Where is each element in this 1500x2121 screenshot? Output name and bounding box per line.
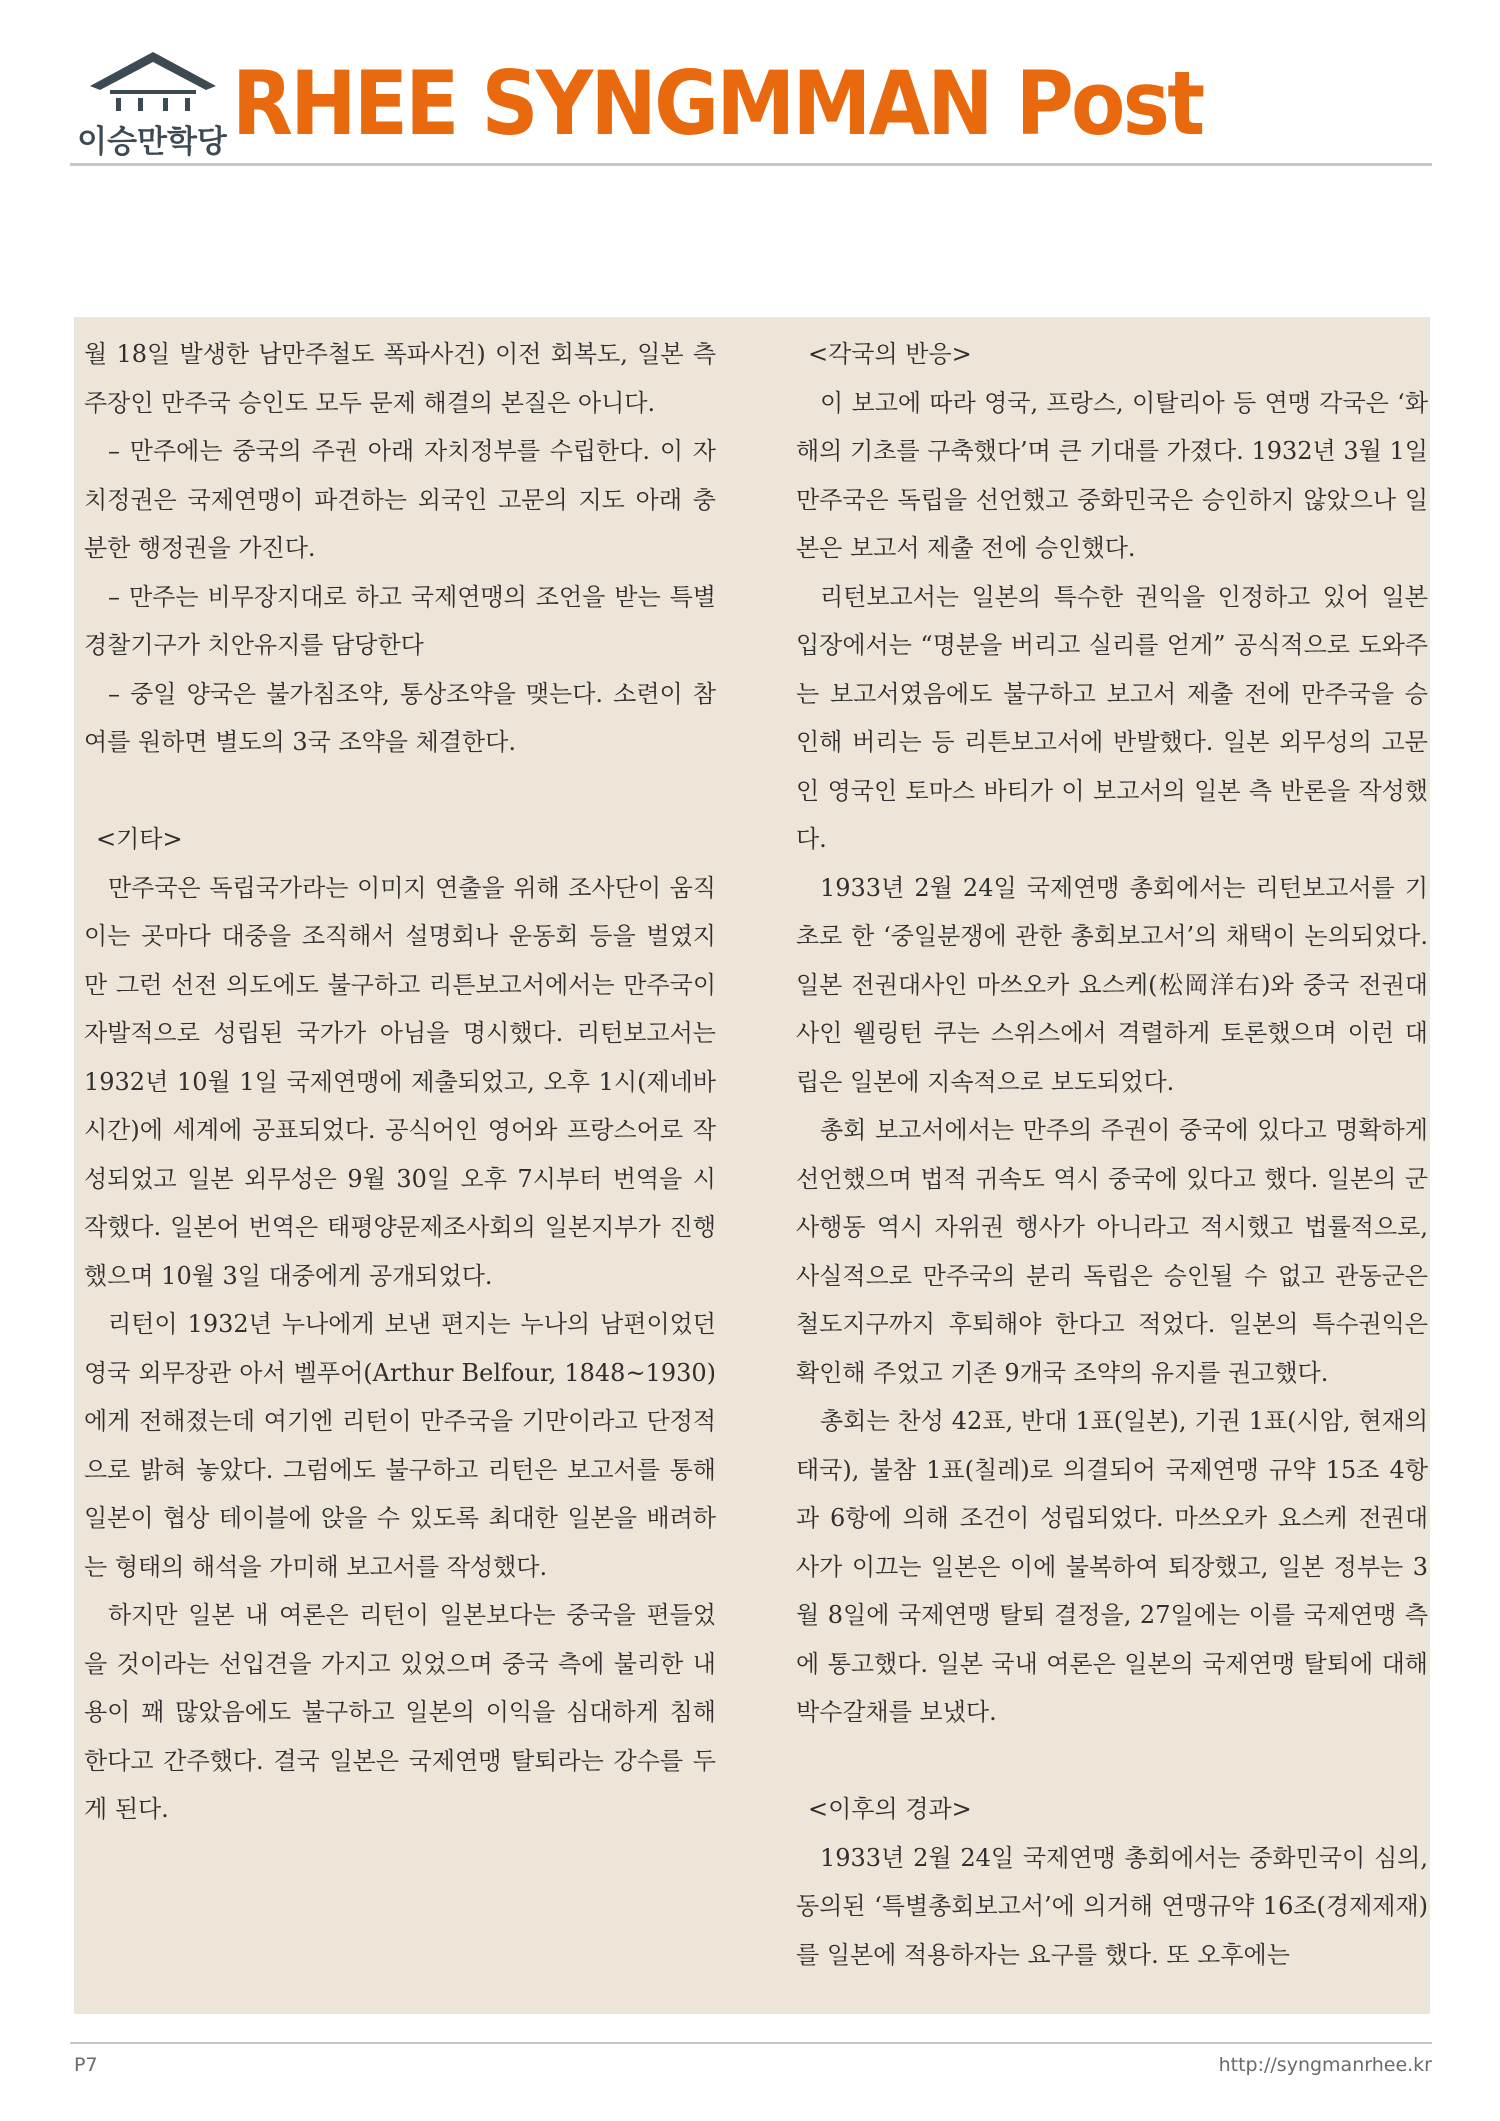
page-number: P7 <box>74 2054 98 2076</box>
paragraph-spacer <box>84 767 716 816</box>
header-divider <box>70 163 1432 166</box>
paragraph-spacer <box>796 1737 1428 1786</box>
paragraph: 만주국은 독립국가라는 이미지 연출을 위해 조사단이 움직이는 곳마다 대중을 조직해서 설명회나 운동회 등을 벌였지만 그런 선전 의도에도 불구하고 리튼보고서에서는 만주국이 자발적으로 성립된 국가가 아님을 명시했다. 리턴보고서는 1932년 10월 1일 국제연맹에 제출되었고, 오후 1시(제네바 시간)에 세계에 공표되었다. 공식어인 영어와 프랑스어로 작성되었고 일본 외무성은 9월 30일 오후 7시부터 번역을 시작했다. 일본어 번역은 태평양문제조사회의 일본지부가 진행했으며 10월 3일 대중에게 공개되었다. <box>84 873 716 1290</box>
list-item: – 중일 양국은 불가침조약, 통상조약을 맺는다. 소련이 참여를 원하면 별도의 3국 조약을 체결한다. <box>84 679 716 756</box>
paragraph: 리턴보고서는 일본의 특수한 권익을 인정하고 있어 일본 입장에서는 “명분을 버리고 실리를 얻게” 공식적으로 도와주는 보고서였음에도 불구하고 보고서 제출 전에 만주국을 승인해 버리는 등 리튼보고서에 반발했다. 일본 외무성의 고문인 영국인 토마스 바티가 이 보고서의 일본 측 반론을 작성했다. <box>796 582 1428 853</box>
paragraph: 리턴이 1932년 누나에게 보낸 편지는 누나의 남편이었던 영국 외무장관 아서 벨푸어(Arthur Belfour, 1848~1930)에게 전해졌는데 여기엔 리턴이 만주국을 기만이라고 단정적으로 밝혀 놓았다. 그럼에도 불구하고 리턴은 보고서를 통해 일본이 협상 테이블에 앉을 수 있도록 최대한 일본을 배려하는 형태의 해석을 가미해 보고서를 작성했다. <box>84 1310 716 1581</box>
right-column <box>796 330 1428 1979</box>
section-heading: <기타> <box>96 825 183 853</box>
paragraph: 이 보고에 따라 영국, 프랑스, 이탈리아 등 연맹 각국은 ‘화해의 기초를 구축했다’며 큰 기대를 가졌다. 1932년 3월 1일 만주국은 독립을 선언했고 중화민국은 승인하지 않았으나 일본은 보고서 제출 전에 승인했다. <box>796 388 1428 562</box>
paragraph: 1933년 2월 24일 국제연맹 총회에서는 중화민국이 심의, 동의된 ‘특별총회보고서’에 의거해 연맹규약 16조(경제제재)를 일본에 적용하자는 요구를 했다. 또 오후에는 <box>796 1843 1428 1969</box>
section-heading: <각국의 반응> <box>808 340 972 368</box>
left-column <box>84 330 716 1834</box>
paragraph: 1933년 2월 24일 국제연맹 총회에서는 리턴보고서를 기초로 한 ‘중일분쟁에 관한 총회보고서’의 채택이 논의되었다. 일본 전권대사인 마쓰오카 요스케(松岡洋右)와 중국 전권대사인 웰링턴 쿠는 스위스에서 격렬하게 토론했으며 이런 대립은 일본에 지속적으로 보도되었다. <box>796 873 1428 1096</box>
paragraph: 총회는 찬성 42표, 반대 1표(일본), 기권 1표(시암, 현재의 태국), 불참 1표(칠레)로 의결되어 국제연맹 규약 15조 4항과 6항에 의해 조건이 성립되었다. 마쓰오카 요스케 전권대사가 이끄는 일본은 이에 불복하여 퇴장했고, 일본 정부는 3월 8일에 국제연맹 탈퇴 결정을, 27일에는 이를 국제연맹 측에 통고했다. 일본 국내 여론은 일본의 국제연맹 탈퇴에 대해 박수갈채를 보냈다. <box>796 1407 1428 1726</box>
brand-title: RHEE SYNGMMAN Post <box>232 52 1203 155</box>
logo <box>68 50 236 160</box>
section-heading: <이후의 경과> <box>808 1795 972 1823</box>
paragraph: 하지만 일본 내 여론은 리턴이 일본보다는 중국을 편들었을 것이라는 선입견을 가지고 있었으며 중국 측에 불리한 내용이 꽤 많았음에도 불구하고 일본의 이익을 심대하게 침해한다고 간주했다. 결국 일본은 국제연맹 탈퇴라는 강수를 두게 된다. <box>84 1601 716 1823</box>
list-item: – 만주는 비무장지대로 하고 국제연맹의 조언을 받는 특별경찰기구가 치안유지를 담당한다 <box>84 582 716 659</box>
logo-text: 이승만학당 <box>77 124 227 160</box>
paragraph: 월 18일 발생한 남만주철도 폭파사건) 이전 회복도, 일본 측 주장인 만주국 승인도 모두 문제 해결의 본질은 아니다. <box>84 340 716 417</box>
house-icon <box>86 50 220 114</box>
footer-divider <box>70 2042 1432 2044</box>
footer-url[interactable]: http://syngmanrhee.kr <box>1218 2054 1432 2076</box>
paragraph: 총회 보고서에서는 만주의 주권이 중국에 있다고 명확하게 선언했으며 법적 귀속도 역시 중국에 있다고 했다. 일본의 군사행동 역시 자위권 행사가 아니라고 적시했고 법률적으로, 사실적으로 만주국의 분리 독립은 승인될 수 없고 관동군은 철도지구까지 후퇴해야 한다고 적었다. 일본의 특수권익은 확인해 주었고 기존 9개국 조약의 유지를 권고했다. <box>796 1116 1428 1387</box>
list-item: – 만주에는 중국의 주권 아래 자치정부를 수립한다. 이 자치정권은 국제연맹이 파견하는 외국인 고문의 지도 아래 충분한 행정권을 가진다. <box>84 437 716 562</box>
